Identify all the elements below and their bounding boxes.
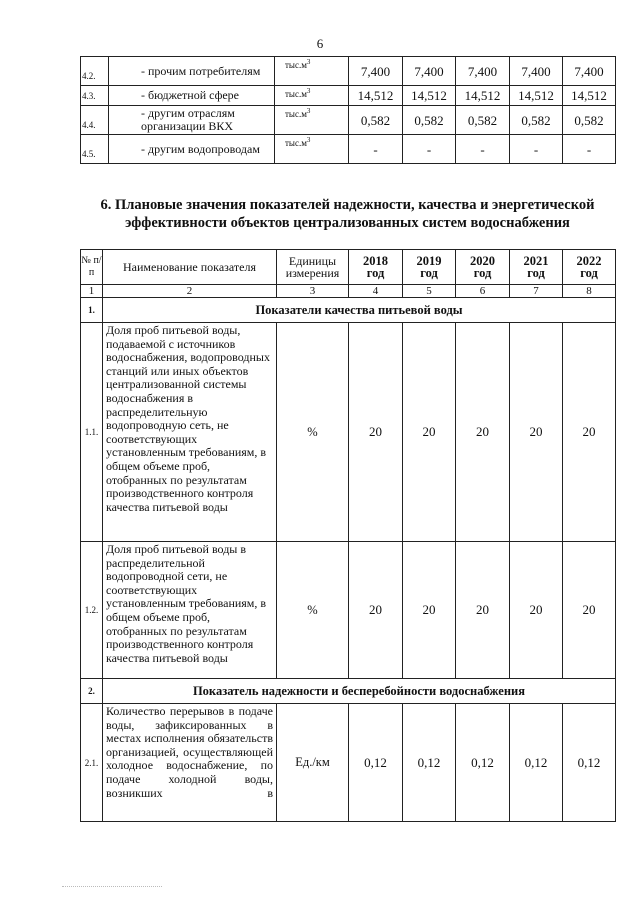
row-value: 0,582	[510, 106, 563, 135]
row-value: 14,512	[510, 86, 563, 106]
row-value: 7,400	[563, 57, 616, 86]
section-row	[81, 298, 616, 323]
row-name: - другим водопроводам	[109, 135, 275, 164]
section-row	[81, 679, 616, 704]
row-unit: $тыс.м^3$	[275, 135, 349, 164]
header-year: 2022 год	[563, 250, 616, 285]
scan-artifact	[62, 886, 162, 893]
row-value: 20	[563, 323, 616, 542]
row-value: -	[456, 135, 510, 164]
row-name: - другим отраслям организации ВКХ	[109, 106, 275, 135]
row-value: 20	[510, 323, 563, 542]
section-number: 2.	[81, 679, 103, 704]
row-value: 14,512	[563, 86, 616, 106]
index-cell: 6	[456, 285, 510, 298]
supply-volume-table	[80, 56, 616, 164]
row-unit: $тыс.м^3$	[275, 86, 349, 106]
section-heading: Показатели качества питьевой воды	[103, 298, 616, 323]
row-value: 0,12	[349, 704, 403, 822]
index-cell: 8	[563, 285, 616, 298]
header-year: 2019 год	[403, 250, 456, 285]
indicators-table	[80, 249, 616, 822]
header-year: 2020 год	[456, 250, 510, 285]
row-value: 7,400	[349, 57, 403, 86]
index-cell: 1	[81, 285, 103, 298]
row-value: 14,512	[349, 86, 403, 106]
row-value: 14,512	[456, 86, 510, 106]
row-value: 20	[456, 542, 510, 679]
row-value: 20	[563, 542, 616, 679]
row-description: Доля проб питьевой воды, подаваемой с источников водоснабжения, водопроводных станций или иных объектов централизованной системы водоснабжения в распределительную водопроводную сеть, не соответствующих установленным требованиям, в общем объеме проб, отобранных по результатам производственного контроля качества питьевой воды	[103, 323, 277, 542]
row-number: 1.2.	[81, 542, 103, 679]
table-header-row	[81, 250, 616, 285]
section-heading: Показатель надежности и бесперебойности водоснабжения	[103, 679, 616, 704]
row-value: 20	[510, 542, 563, 679]
row-value: 0,12	[510, 704, 563, 822]
row-value: 0,12	[563, 704, 616, 822]
page-number: 6	[316, 36, 324, 51]
header-unit: Единицы измерения	[277, 250, 349, 285]
row-value: -	[563, 135, 616, 164]
table-row	[81, 86, 616, 106]
row-value: 0,582	[456, 106, 510, 135]
row-description: Количество перерывов в подаче воды, зафиксированных в местах исполнения обязательств организацией, осуществляющей холодное водоснабжение, по подаче холодной воды, возникших в	[103, 704, 277, 822]
row-number: 4.5.	[81, 135, 109, 164]
index-cell: 7	[510, 285, 563, 298]
row-value: 7,400	[456, 57, 510, 86]
index-row	[81, 285, 616, 298]
header-year: 2018 год	[349, 250, 403, 285]
row-number: 4.3.	[81, 86, 109, 106]
index-cell: 4	[349, 285, 403, 298]
table-row	[81, 106, 616, 135]
row-value: 20	[349, 323, 403, 542]
row-number: 4.4.	[81, 106, 109, 135]
row-value: 0,582	[403, 106, 456, 135]
row-value: 20	[403, 323, 456, 542]
table-row	[81, 57, 616, 86]
row-value: 20	[403, 542, 456, 679]
index-cell: 5	[403, 285, 456, 298]
row-value: 0,12	[403, 704, 456, 822]
section-number: 1.	[81, 298, 103, 323]
row-number: 1.1.	[81, 323, 103, 542]
row-value: 7,400	[510, 57, 563, 86]
row-description: Доля проб питьевой воды в распределительной водопроводной сети, не соответствующих установленным требованиям, в общем объеме проб, отобранных по результатам производственного контроля качества питьевой воды	[103, 542, 277, 679]
row-unit: $тыс.м^3$	[275, 106, 349, 135]
row-name: - прочим потребителям	[109, 57, 275, 86]
row-value: 0,12	[456, 704, 510, 822]
row-value: 20	[349, 542, 403, 679]
row-unit: $тыс.м^3$	[275, 57, 349, 86]
row-value: -	[349, 135, 403, 164]
header-year: 2021 год	[510, 250, 563, 285]
index-cell: 3	[277, 285, 349, 298]
row-unit: %	[277, 542, 349, 679]
table-row	[81, 323, 616, 542]
table-row	[81, 135, 616, 164]
table-row	[81, 542, 616, 679]
row-unit: Ед./км	[277, 704, 349, 822]
row-value: 14,512	[403, 86, 456, 106]
table-row	[81, 704, 616, 822]
header-number: № п/п	[81, 250, 103, 285]
row-value: -	[510, 135, 563, 164]
row-value: -	[403, 135, 456, 164]
row-value: 0,582	[349, 106, 403, 135]
section-title: 6. Плановые значения показателей надежности, качества и энергетической эффективности объектов централизованных систем водоснабжения	[100, 197, 595, 231]
row-unit: %	[277, 323, 349, 542]
index-cell: 2	[103, 285, 277, 298]
row-name: - бюджетной сфере	[109, 86, 275, 106]
row-value: 0,582	[563, 106, 616, 135]
row-number: 2.1.	[81, 704, 103, 822]
row-number: 4.2.	[81, 57, 109, 86]
row-value: 20	[456, 323, 510, 542]
row-value: 7,400	[403, 57, 456, 86]
header-name: Наименование показателя	[103, 250, 277, 285]
